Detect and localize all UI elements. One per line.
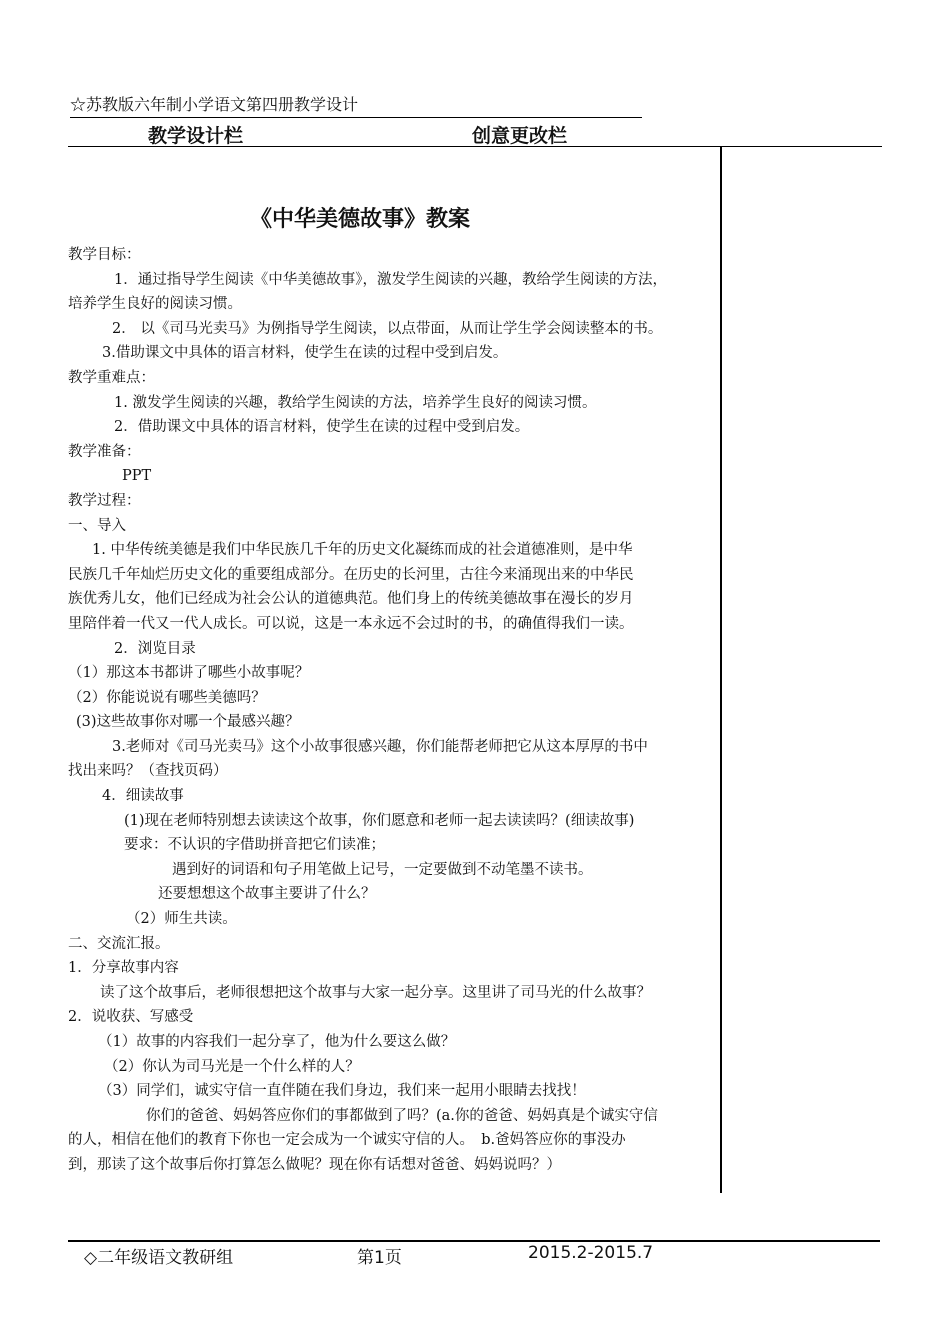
text-line: （1）那这本书都讲了哪些小故事呢？: [68, 665, 310, 682]
text-line: (1)现在老师特别想去读读这个故事，你们愿意和老师一起去读读吗？(细读故事): [124, 812, 635, 829]
text-line: 3.借助课文中具体的语言材料，使学生在读的过程中受到启发。: [102, 345, 508, 362]
text-line: （3）同学们，诚实守信一直伴随在我们身边，我们来一起用小眼睛去找找！: [98, 1083, 586, 1100]
text-line: 二、交流汇报。: [68, 935, 170, 952]
text-line: 族优秀儿女，他们已经成为社会公认的道德典范。他们身上的传统美德故事在漫长的岁月: [68, 591, 634, 608]
text-line: 3.老师对《司马光卖马》这个小故事很感兴趣，你们能帮老师把它从这本厚厚的书中: [112, 738, 648, 755]
text-line: （1）故事的内容我们一起分享了，他为什么要这么做？: [98, 1034, 456, 1050]
design-column-label: 教学设计栏: [148, 125, 244, 147]
text-line: 1．通过指导学生阅读《中华美德故事》，激发学生阅读的兴趣，教给学生阅读的方法，: [114, 271, 667, 288]
text-line: 1. 激发学生阅读的兴趣，教给学生阅读的方法，培养学生良好的阅读习惯。: [114, 394, 597, 411]
text-line: 2．说收获、写感受: [68, 1009, 194, 1026]
page-title: 《中华美德故事》教案: [249, 207, 470, 232]
text-line: 教学过程：: [68, 492, 141, 509]
text-line: 民族几千年灿烂历史文化的重要组成部分。在历史的长河里，古往今来涌现出来的中华民: [68, 566, 634, 583]
text-line: 4．细读故事: [102, 788, 184, 805]
text-line: 到，那读了这个故事后你打算怎么做呢？现在你有话想对爸爸、妈妈说吗？）: [68, 1156, 561, 1173]
text-line: 要求：不认识的字借助拼音把它们读准；: [124, 837, 385, 854]
footer-page: 第1页: [357, 1248, 402, 1268]
text-line: 1. 中华传统美德是我们中华民族几千年的历史文化凝练而成的社会道德准则，是中华: [92, 542, 633, 559]
text-line: 培养学生良好的阅读习惯。: [68, 296, 242, 313]
lesson-body: [68, 243, 730, 1178]
text-line: 的人，相信在他们的教育下你也一定会成为一个诚实守信的人。 b.爸妈答应你的事没办: [68, 1132, 626, 1149]
text-line: （2）你认为司马光是一个什么样的人？: [104, 1058, 360, 1075]
text-line: 遇到好的词语和句子用笔做上记号，一定要做到不动笔墨不读书。: [172, 861, 593, 878]
revision-column-label: 创意更改栏: [472, 125, 568, 147]
text-line: 教学目标：: [68, 247, 141, 263]
text-line: 2．浏览目录: [114, 640, 196, 657]
text-line: 2． 以《司马光卖马》为例指导学生阅读，以点带面，从而让学生学会阅读整本的书。: [112, 320, 663, 337]
footer-date: 2015.2-2015.7: [528, 1243, 654, 1263]
text-line: 里陪伴着一代又一代人成长。可以说，这是一本永远不会过时的书，的确值得我们一读。: [68, 615, 634, 632]
footer-group: ◇二年级语文教研组: [84, 1248, 234, 1268]
document-header: ☆苏教版六年制小学语文第四册教学设计: [70, 92, 642, 118]
text-line: 2．借助课文中具体的语言材料，使学生在读的过程中受到启发。: [114, 419, 530, 436]
text-line: 教学准备：: [68, 443, 141, 460]
text-line: 还要想想这个故事主要讲了什么？: [158, 886, 376, 903]
text-line: 1．分享故事内容: [68, 960, 179, 977]
text-line: 你们的爸爸、妈妈答应你们的事都做到了吗？(a.你的爸爸、妈妈真是个诚实守信: [146, 1107, 658, 1124]
footer-rule: [68, 1240, 880, 1242]
text-line: 教学重难点：: [68, 369, 155, 386]
text-line: （2）你能说说有哪些美德吗？: [68, 689, 266, 706]
text-line: 找出来吗？（查找页码）: [68, 763, 228, 780]
text-line: 读了这个故事后，老师很想把这个故事与大家一起分享。这里讲了司马光的什么故事？: [100, 984, 651, 1001]
text-line: (3)这些故事你对哪一个最感兴趣？: [76, 714, 300, 731]
header-rule: [68, 146, 882, 147]
text-line: （2）师生共读。: [126, 911, 237, 928]
text-line: 一、导入: [68, 517, 126, 534]
text-line: PPT: [122, 468, 152, 485]
